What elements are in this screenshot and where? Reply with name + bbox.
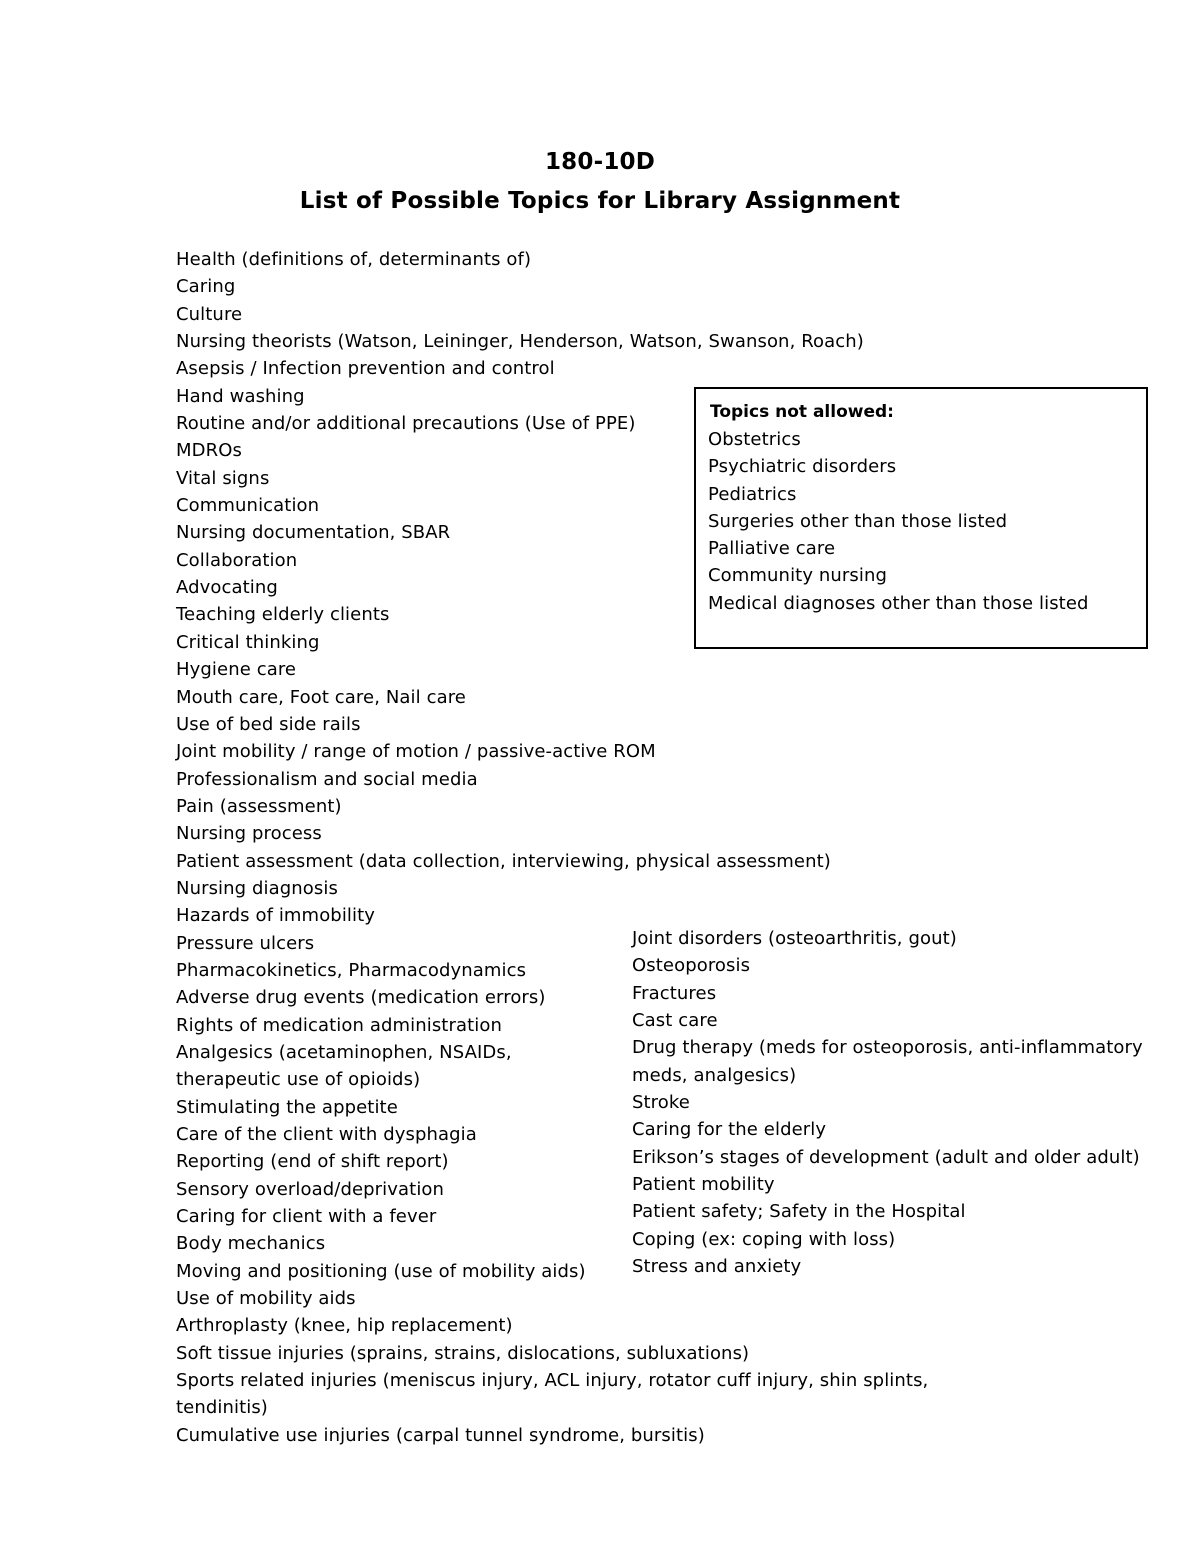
topic-item: Caring for client with a fever (176, 1206, 437, 1228)
not-allowed-item: Pediatrics (708, 483, 797, 505)
topic-item: Hand washing (176, 385, 305, 407)
not-allowed-item: Psychiatric disorders (708, 456, 897, 478)
topic-item: tendinitis) (176, 1397, 268, 1419)
topic-item: Stimulating the appetite (176, 1096, 398, 1118)
page-title: List of Possible Topics for Library Assignment (299, 188, 901, 214)
topic-item: Nursing diagnosis (176, 877, 338, 899)
topic-item: Collaboration (176, 549, 298, 571)
topic-item: Coping (ex: coping with loss) (632, 1228, 896, 1250)
topic-item: Critical thinking (176, 631, 320, 653)
topic-item: Moving and positioning (use of mobility aids) (176, 1260, 586, 1282)
topic-item: Erikson’s stages of development (adult and older adult) (632, 1146, 1140, 1168)
topic-item: meds, analgesics) (632, 1064, 797, 1086)
topic-item: Mouth care, Foot care, Nail care (176, 686, 466, 708)
topic-item: Body mechanics (176, 1233, 326, 1255)
topic-item: Drug therapy (meds for osteoporosis, anti-inflammatory (632, 1037, 1143, 1059)
not-allowed-item: Community nursing (708, 565, 888, 587)
not-allowed-item: Obstetrics (708, 429, 801, 450)
topic-item: Cast care (632, 1010, 718, 1032)
topic-item: Nursing documentation, SBAR (176, 522, 451, 544)
topic-item: Teaching elderly clients (176, 604, 390, 626)
topic-item: therapeutic use of opioids) (176, 1069, 421, 1091)
topic-item: Communication (176, 495, 320, 517)
topic-item: Pain (assessment) (176, 795, 342, 817)
topic-item: Pharmacokinetics, Pharmacodynamics (176, 959, 527, 981)
not-allowed-heading: Topics not allowed: (710, 402, 894, 422)
right-topic-list (632, 925, 1143, 1280)
topic-item: MDROs (176, 440, 242, 462)
topic-item: Sports related injuries (meniscus injury, ACL injury, rotator cuff injury, shin splints, (176, 1370, 929, 1392)
topic-item: Care of the client with dysphagia (176, 1124, 477, 1145)
topic-item: Hazards of immobility (176, 905, 376, 927)
topic-item: Caring for the elderly (632, 1119, 827, 1141)
topic-item: Arthroplasty (knee, hip replacement) (176, 1315, 513, 1337)
topic-item: Culture (176, 303, 243, 325)
topic-item: Vital signs (176, 467, 270, 489)
topic-item: Professionalism and social media (176, 768, 478, 790)
topic-item: Patient safety; Safety in the Hospital (632, 1201, 966, 1223)
topic-item: Cumulative use injuries (carpal tunnel syndrome, bursitis) (176, 1424, 705, 1446)
topic-item: Caring (176, 276, 236, 298)
topics-not-allowed-box (694, 387, 1148, 649)
not-allowed-item: Medical diagnoses other than those listed (708, 592, 1089, 614)
not-allowed-item: Palliative care (708, 538, 836, 560)
topic-item: Nursing process (176, 823, 322, 845)
topic-item: Analgesics (acetaminophen, NSAIDs, (176, 1041, 512, 1063)
topic-item: Stroke (632, 1092, 690, 1114)
topic-item: Osteoporosis (632, 955, 751, 977)
topic-item: Patient assessment (data collection, interviewing, physical assessment) (176, 850, 831, 872)
course-code: 180-10D (544, 149, 656, 175)
topic-item: Stress and anxiety (632, 1256, 802, 1278)
topic-item: Asepsis / Infection prevention and control (176, 358, 555, 380)
topic-item: Routine and/or additional precautions (Use of PPE) (176, 413, 636, 435)
topic-item: Patient mobility (632, 1174, 775, 1196)
topic-item: Fractures (632, 982, 717, 1004)
topic-item: Rights of medication administration (176, 1014, 502, 1036)
topic-item: Joint disorders (osteoarthritis, gout) (632, 928, 957, 949)
topic-item: Reporting (end of shift report) (176, 1151, 449, 1173)
topic-item: Nursing theorists (Watson, Leininger, Henderson, Watson, Swanson, Roach) (176, 331, 864, 353)
topic-item: Advocating (176, 577, 278, 599)
topic-item: Sensory overload/deprivation (176, 1178, 445, 1200)
topic-item: Health (definitions of, determinants of) (176, 249, 532, 270)
topic-item: Soft tissue injuries (sprains, strains, dislocations, subluxations) (176, 1342, 750, 1364)
topic-item: Pressure ulcers (176, 932, 315, 954)
topic-item: Hygiene care (176, 659, 297, 681)
not-allowed-list (708, 426, 1089, 617)
not-allowed-item: Surgeries other than those listed (708, 510, 1008, 532)
topic-item: Joint mobility / range of motion / passive-active ROM (176, 741, 656, 763)
topic-item: Adverse drug events (medication errors) (176, 987, 546, 1009)
topic-item: Use of mobility aids (176, 1288, 356, 1310)
topic-item: Use of bed side rails (176, 713, 361, 735)
